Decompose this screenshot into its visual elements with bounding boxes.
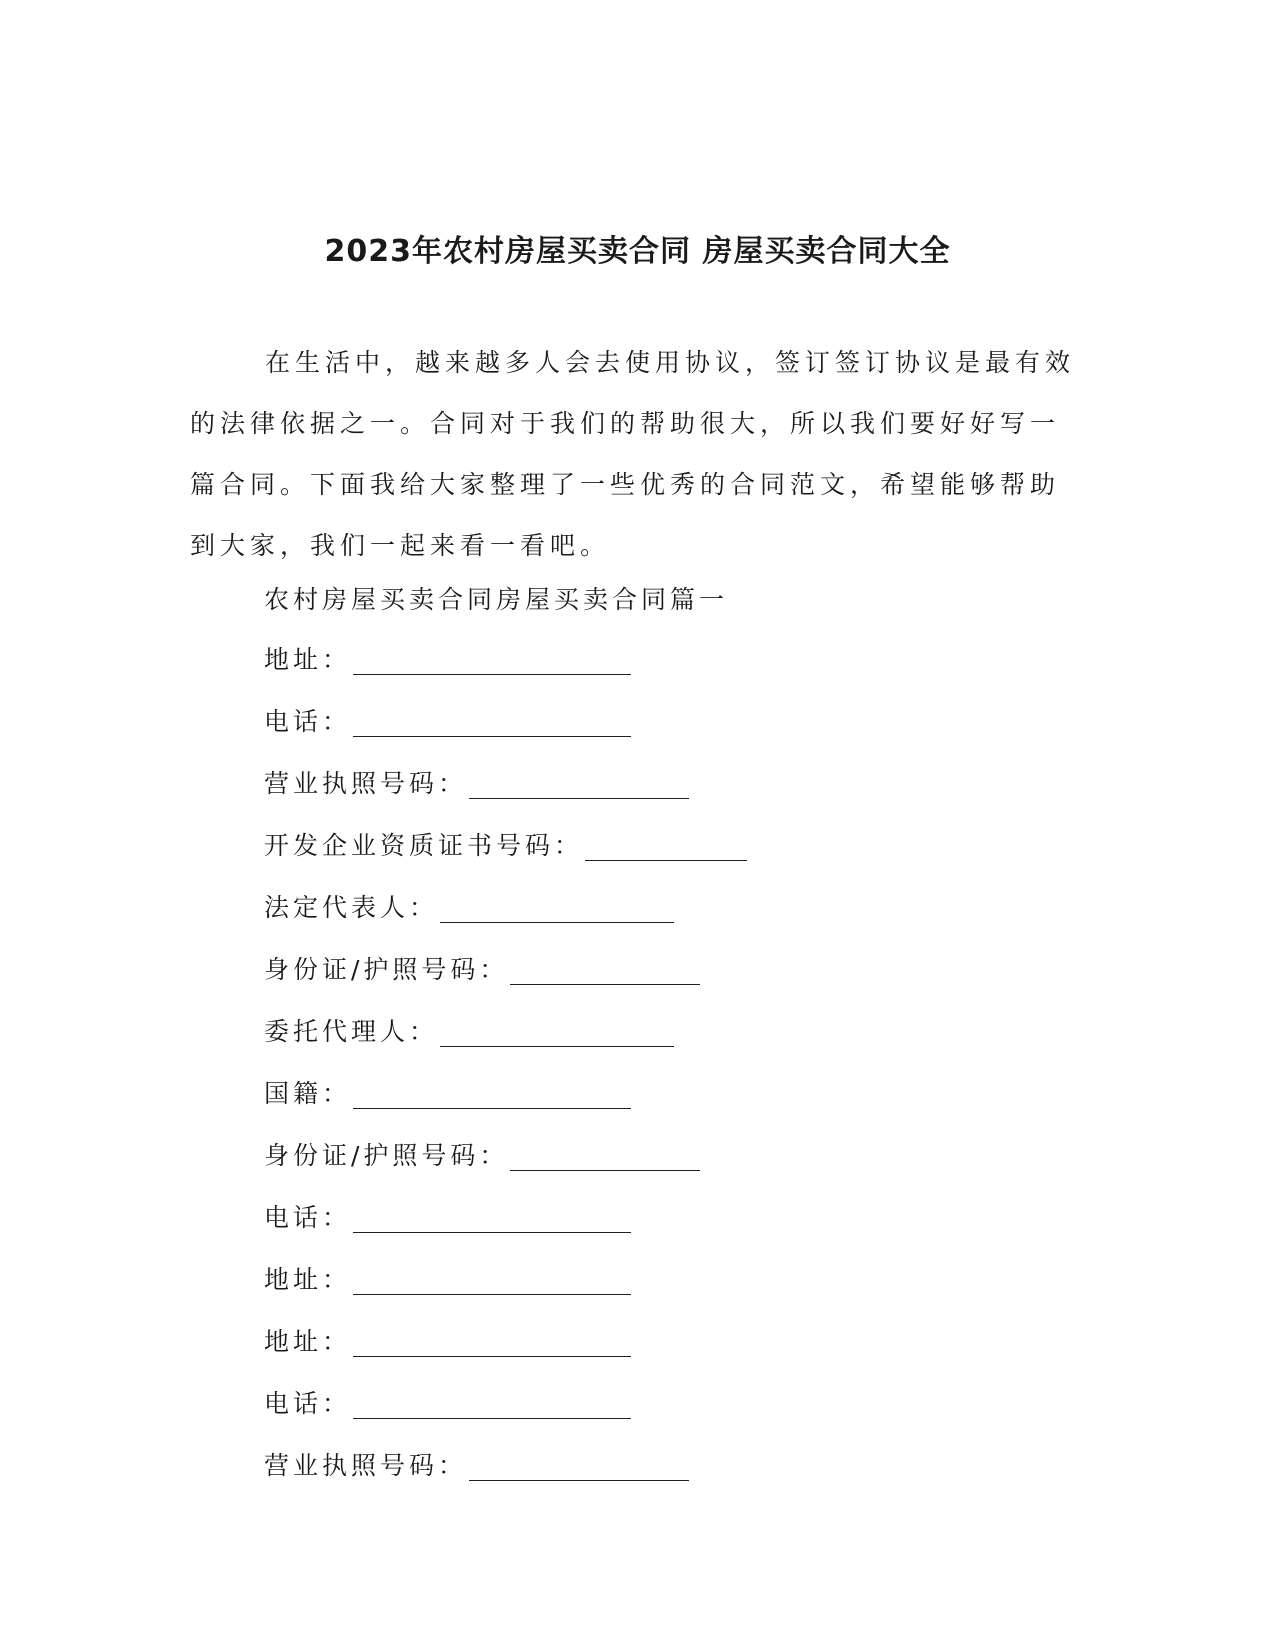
field-label: 电话： [264, 1389, 352, 1418]
blank-line[interactable] [353, 640, 631, 675]
section-heading: 农村房屋买卖合同房屋买卖合同篇一 [264, 585, 729, 614]
blank-line[interactable] [510, 950, 700, 985]
field-business-license [264, 764, 747, 826]
field-address [264, 1322, 747, 1384]
field-agent [264, 1012, 747, 1074]
blank-line[interactable] [510, 1136, 700, 1171]
blank-line[interactable] [440, 888, 674, 923]
field-label: 电话： [264, 1203, 352, 1232]
field-address [264, 1260, 747, 1322]
field-label: 身份证/护照号码： [264, 955, 509, 984]
field-developer-certificate [264, 826, 747, 888]
field-business-license [264, 1446, 747, 1508]
field-phone [264, 1384, 747, 1446]
blank-line[interactable] [440, 1012, 674, 1047]
field-label: 地址： [264, 645, 352, 674]
contract-fields [264, 640, 747, 1508]
field-id-passport [264, 1136, 747, 1198]
document-title: 2023年农村房屋买卖合同 房屋买卖合同大全 [324, 234, 951, 270]
blank-line[interactable] [469, 1446, 689, 1481]
field-label: 地址： [264, 1265, 352, 1294]
field-phone [264, 1198, 747, 1260]
intro-paragraph: 在生活中，越来越多人会去使用协议，签订签订协议是最有效的法律依据之一。合同对于我们的帮助很大，所以我们要好好写一篇合同。下面我给大家整理了一些优秀的合同范文，希望能够帮助到大家，我们一起来看一看吧。 [190, 348, 1076, 560]
blank-line[interactable] [353, 1260, 631, 1295]
field-label: 法定代表人： [264, 893, 439, 922]
field-label: 营业执照号码： [264, 769, 468, 798]
field-address [264, 640, 747, 702]
field-label: 委托代理人： [264, 1017, 439, 1046]
field-label: 国籍： [264, 1079, 352, 1108]
blank-line[interactable] [353, 702, 631, 737]
blank-line[interactable] [585, 826, 747, 861]
field-label: 营业执照号码： [264, 1451, 468, 1480]
blank-line[interactable] [353, 1198, 631, 1233]
field-legal-representative [264, 888, 747, 950]
field-label: 电话： [264, 707, 352, 736]
blank-line[interactable] [353, 1384, 631, 1419]
field-label: 地址： [264, 1327, 352, 1356]
blank-line[interactable] [353, 1074, 631, 1109]
field-nationality [264, 1074, 747, 1136]
field-id-passport [264, 950, 747, 1012]
blank-line[interactable] [469, 764, 689, 799]
blank-line[interactable] [353, 1322, 631, 1357]
field-phone [264, 702, 747, 764]
field-label: 身份证/护照号码： [264, 1141, 509, 1170]
field-label: 开发企业资质证书号码： [264, 831, 584, 860]
